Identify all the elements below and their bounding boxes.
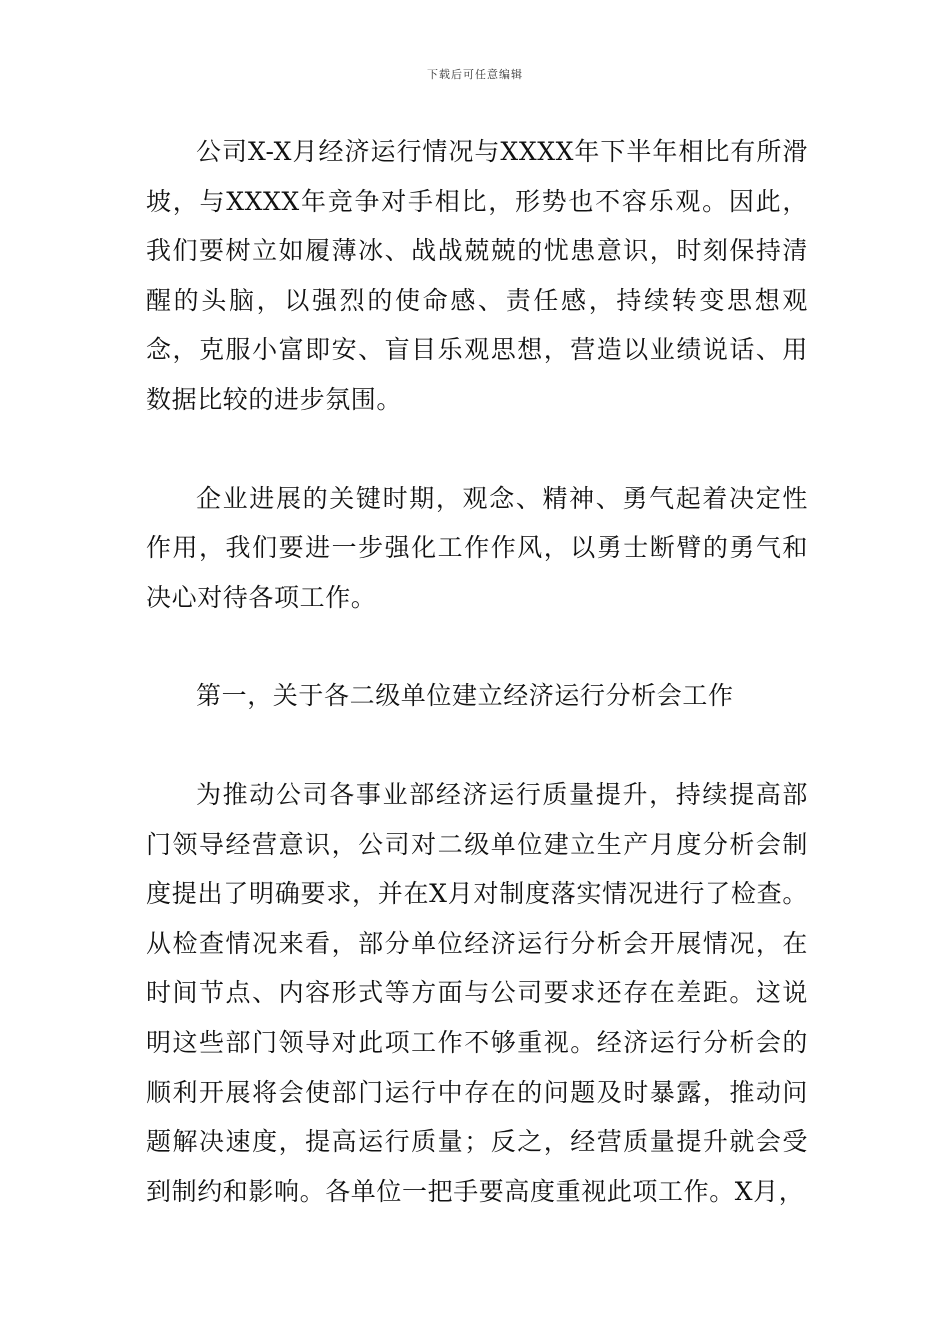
paragraph-economic-situation: 公司X-X月经济运行情况与XXXX年下半年相比有所滑坡，与XXXX年竞争对手相比，形势也不容乐观。因此，我们要树立如履薄冰、战战兢兢的忧患意识，时刻保持清醒的头脑，以强烈的使命感、责任感，持续转变思想观念，克服小富即安、盲目乐观思想，营造以业绩说话、用数据比较的进步氛围。 xyxy=(146,137,808,414)
document-body xyxy=(146,127,808,1216)
page-header: 下载后可任意编辑 xyxy=(427,68,523,81)
paragraph-analysis-meeting: 为推动公司各事业部经济运行质量提升，持续提高部门领导经营意识，公司对二级单位建立生产月度分析会制度提出了明确要求，并在X月对制度落实情况进行了检查。从检查情况来看，部分单位经济运行分析会开展情况，在时间节点、内容形式等方面与公司要求还存在差距。这说明这些部门领导对此项工作不够重视。经济运行分析会的顺利开展将会使部门运行中存在的问题及时暴露，推动问题解决速度，提高运行质量；反之，经营质量提升就会受到制约和影响。各单位一把手要高度重视此项工作。X月， xyxy=(146,779,808,1206)
paragraph-work-style: 企业进展的关键时期，观念、精神、勇气起着决定性作用，我们要进一步强化工作作风，以勇士断臂的勇气和决心对待各项工作。 xyxy=(146,483,808,612)
section-heading-first: 第一，关于各二级单位建立经济运行分析会工作 xyxy=(196,681,734,711)
